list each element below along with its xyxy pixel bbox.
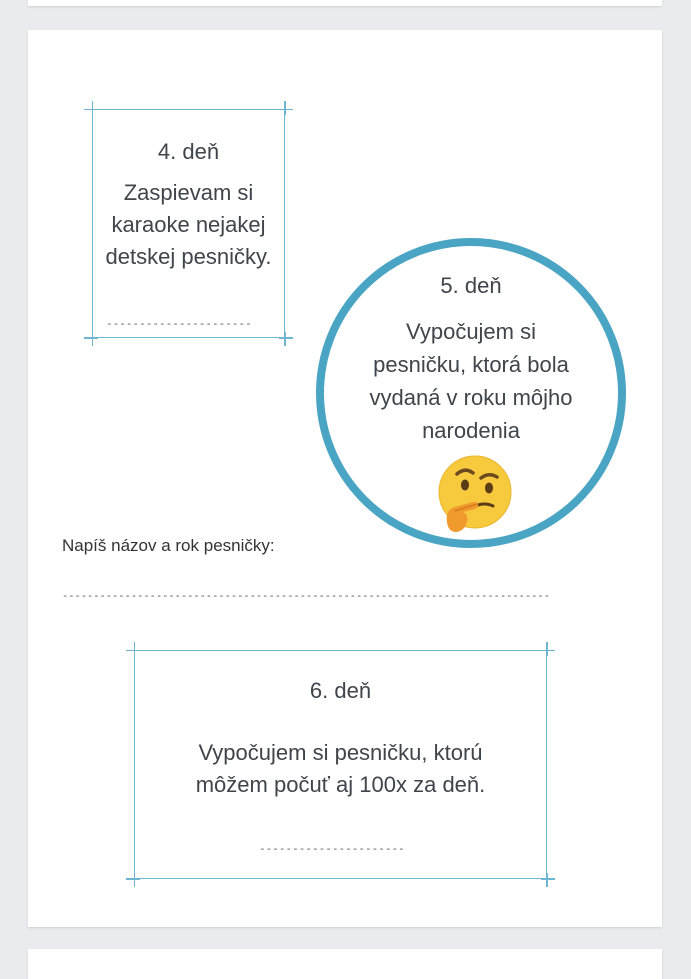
thinking-face-icon bbox=[433, 452, 517, 536]
next-page-edge bbox=[28, 949, 662, 979]
day-5-line-1: Vypočujem si bbox=[405, 319, 536, 344]
day-6-line-1: Vypočujem si pesničku, ktorú bbox=[198, 740, 483, 765]
day-4-answer-line: ---------------------- bbox=[106, 317, 252, 330]
day-4-title: 4. deň bbox=[157, 139, 220, 164]
day-4-line-2: karaoke nejakej bbox=[111, 212, 266, 237]
day-6-answer-line: ---------------------- bbox=[259, 842, 405, 855]
day-6-title: 6. deň bbox=[309, 678, 372, 703]
day-5-line-2: pesničku, ktorá bola bbox=[373, 352, 569, 377]
day-6-card bbox=[134, 650, 547, 879]
song-name-prompt: Napíš názov a rok pesničky: bbox=[62, 536, 275, 555]
previous-page-edge bbox=[28, 0, 662, 6]
day-4-line-3: detskej pesničky. bbox=[105, 244, 272, 269]
day-5-line-3: vydaná v roku môjho bbox=[369, 385, 573, 410]
day-4-card bbox=[92, 109, 285, 338]
song-answer-line: ------------------------------------------------------------------------------ bbox=[62, 590, 550, 602]
day-5-title: 5. deň bbox=[440, 273, 502, 298]
day-5-circle bbox=[316, 238, 626, 548]
day-6-line-2: môžem počuť aj 100x za deň. bbox=[195, 772, 486, 797]
day-4-line-1: Zaspievam si bbox=[123, 180, 254, 205]
day-5-line-4: narodenia bbox=[422, 418, 520, 443]
